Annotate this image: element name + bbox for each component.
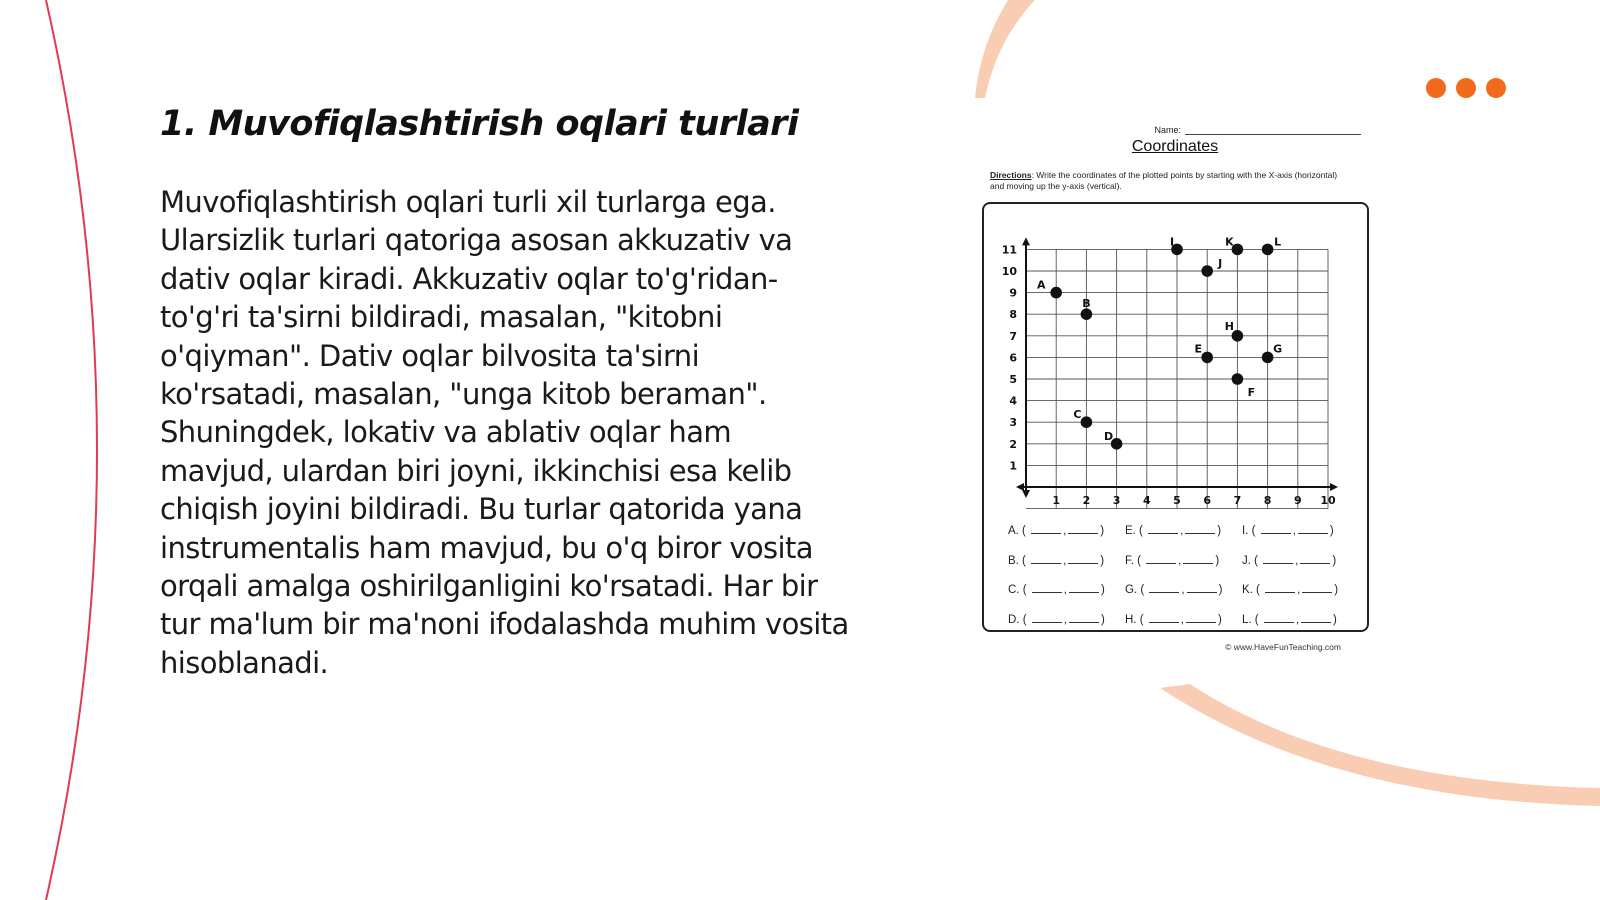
y-tick-label: 3 [1009,416,1017,430]
left-arc-line [46,0,97,900]
point-label: C [1073,408,1082,422]
answer-blank: B. ( , ) [1008,554,1105,567]
answer-label: E. ( [1125,525,1147,537]
answer-label: L. ( [1242,613,1262,626]
answer-blank: L. ( , ) [1242,613,1337,626]
worksheet-box [982,202,1369,632]
y-tick-label: 5 [1009,373,1017,386]
answer-row [1008,613,1368,643]
blank-line [1031,524,1061,534]
point-label: L [1274,235,1282,249]
blank-line [1031,554,1061,564]
bottom-peach-arc [1160,684,1600,806]
point-label: A [1036,278,1046,292]
blank-line [1264,613,1294,623]
answer-row [1008,554,1368,584]
answer-label: B. ( [1008,554,1030,567]
blank-line [1261,524,1291,534]
answer-blank: H. ( , ) [1125,613,1222,626]
coordinates-worksheet-image [975,118,1375,658]
x-axis-arrow-right [1330,483,1338,491]
answer-blanks [1008,524,1368,642]
blank-line [1265,583,1295,593]
name-line [1185,125,1361,135]
blank-line [1146,554,1176,564]
blank-line [1183,554,1213,564]
answer-label: D. ( [1008,613,1030,626]
point-label: I [1169,235,1175,249]
blank-line [1149,613,1179,623]
y-tick-label: 1 [1009,459,1017,473]
data-point [1050,287,1062,299]
data-point [1201,352,1213,364]
point-label: K [1225,235,1234,249]
point-label: F [1247,386,1256,399]
point-label: B [1082,297,1091,311]
point-label: D [1104,429,1114,443]
blank-line [1069,613,1099,623]
name-field [1154,125,1361,135]
y-tick-label: 8 [1009,308,1017,322]
answer-blank: D. ( , ) [1008,613,1105,626]
answer-label: I. ( [1242,525,1259,537]
answer-blank: I. ( , ) [1242,525,1334,537]
point-label: E [1194,342,1202,356]
point-label: G [1273,342,1283,356]
orange-dot [1486,78,1506,98]
data-point [1081,416,1093,428]
y-tick-label: 2 [1009,437,1017,451]
answer-label: J. ( [1242,554,1262,567]
blank-line [1032,613,1062,623]
x-tick-label: 9 [1293,494,1302,507]
data-point [1201,265,1213,277]
answer-label: C. ( [1008,584,1030,596]
directions-text: : Write the coordinates of the plotted points by starting with the X-axis (horizontal) and moving up the y-axis (vertical). [990,170,1338,191]
blank-line [1298,524,1328,534]
answer-label: G. ( [1125,584,1148,596]
worksheet-title: Coordinates [1131,138,1219,155]
answer-blank: C. ( , ) [1008,584,1105,596]
blank-line [1149,583,1179,593]
blank-line [1301,613,1331,623]
x-tick-label: 8 [1263,494,1272,507]
x-tick-label: 7 [1233,494,1242,507]
answer-blank: A. ( , ) [1008,525,1105,537]
x-tick-label: 6 [1203,494,1212,507]
blank-line [1185,524,1215,534]
directions-label: Directions [990,170,1032,180]
slide-body-text: Muvofiqlashtirish oqlari turli xil turlarga ega. Ularsizlik turlari qatoriga asosan akkuzativ va dativ oqlar kiradi. Akkuzativ oqlar to'g'ridan-to'g'ri ta'sirni bildiradi, masalan, "kitobni o'qiyman". Dativ oqlar bilvosita ta'sirni ko'rsatadi, masalan, "unga kitob beraman". Shuningdek, lokativ va ablativ oqlar ham mavjud, ulardan biri joyni, ikkinchisi esa kelib chiqish joyini bildiradi. Bu turlar qatorida yana instrumentalis ham mavjud, bu o'q biror vosita orqali amalga oshirilganligini ko'rsatadi. Har bir tur ma'lum bir ma'noni ifodalashda muhim vosita hisoblanadi. [160,185,849,680]
y-tick-label: 11 [1001,243,1017,257]
answer-blank: K. ( , ) [1242,584,1339,596]
answer-label: F. ( [1125,554,1145,567]
coordinate-grid-chart [984,204,1371,514]
x-tick-label: 1 [1052,494,1061,507]
answer-row [1008,583,1368,613]
answer-label: K. ( [1242,584,1264,596]
blank-line [1068,554,1098,564]
point-label: J [1218,257,1223,270]
answer-label: A. ( [1008,525,1030,537]
x-axis-arrow-left [1016,483,1024,491]
blank-line [1069,583,1099,593]
blank-line [1186,613,1216,623]
blank-line [1068,524,1098,534]
answer-blank: E. ( , ) [1125,525,1222,537]
y-tick-label: 10 [1001,265,1017,278]
blank-line [1148,524,1178,534]
answer-blank: F. ( , ) [1125,554,1220,567]
x-tick-label: 4 [1142,494,1151,507]
data-point [1262,352,1274,364]
y-tick-label: 6 [1009,351,1017,365]
slide-title: 1. Muvofiqlashtirish oqlari turlari [160,104,799,144]
orange-dot [1456,78,1476,98]
point-label: H [1224,319,1235,333]
answer-blank: G. ( , ) [1125,584,1223,596]
blank-line [1032,583,1062,593]
blank-line [1263,554,1293,564]
y-tick-label: 4 [1009,394,1017,408]
worksheet-credit: © www.HaveFunTeaching.com [1225,642,1341,652]
y-axis-arrow-down [1022,490,1030,498]
data-point [1262,244,1274,256]
y-tick-label: 7 [1009,329,1017,343]
name-label: Name: [1154,125,1181,135]
blank-line [1187,583,1217,593]
data-point [1232,373,1244,385]
x-tick-label: 5 [1173,494,1181,507]
answer-blank: J. ( , ) [1242,554,1337,567]
x-tick-label: 10 [1320,494,1336,507]
worksheet-directions [990,170,1350,192]
answer-label: H. ( [1125,613,1147,626]
answer-row [1008,524,1368,554]
y-axis-arrow-up [1022,237,1030,245]
x-tick-label: 3 [1112,494,1121,507]
blank-line [1302,583,1332,593]
orange-dot [1426,78,1446,98]
top-peach-arc [975,0,1035,98]
blank-line [1300,554,1330,564]
decorative-dots [1426,78,1506,98]
y-tick-label: 9 [1009,286,1017,300]
x-tick-label: 2 [1082,494,1091,507]
